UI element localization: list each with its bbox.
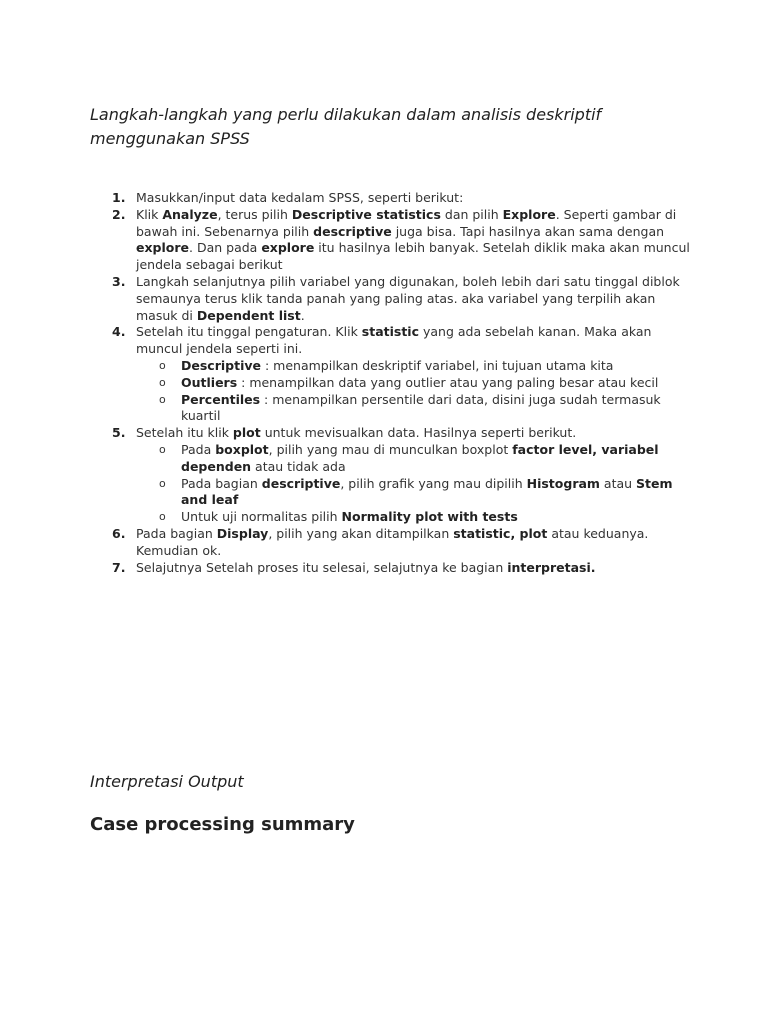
interpretasi-heading: Interpretasi Output (90, 772, 244, 791)
list-item (90, 425, 690, 526)
step-text: Klik (136, 206, 163, 222)
bold-term: statistic, plot (453, 525, 548, 541)
step-text: Setelah itu tinggal pengaturan. Klik (136, 324, 362, 340)
sub-list-item (136, 442, 690, 476)
step-number: 7. (112, 559, 126, 575)
document-title: Langkah-langkah yang perlu dilakukan dalam analisis deskriptif menggunakan SPSS (90, 105, 602, 148)
step-text: Pada bagian (136, 525, 217, 541)
bullet-icon: o (159, 442, 166, 456)
list-item (90, 560, 690, 577)
step-number: 2. (112, 206, 126, 222)
sub-text: Untuk uji normalitas pilih (181, 509, 342, 525)
sub-list-item (136, 358, 690, 375)
bold-term: descriptive (261, 475, 341, 491)
step-text: itu hasilnya lebih banyak. Setelah diklik maka akan muncul jendela sebagai berikut (136, 240, 690, 273)
step-text: yang ada sebelah kanan. Maka akan muncul jendela seperti ini. (136, 324, 652, 357)
list-item (90, 207, 690, 274)
step-number: 3. (112, 273, 126, 289)
step-text: Langkah selanjutnya pilih variabel yang digunakan, boleh lebih dari satu tinggal diblok semaunya terus klik tanda panah yang paling atas. aka variabel yang terpilih akan masuk di (136, 273, 680, 323)
step-text: . (300, 307, 305, 323)
bold-term: Histogram (526, 475, 600, 491)
bold-term: Normality plot with tests (341, 509, 518, 525)
bullet-icon: o (159, 392, 166, 406)
bold-term: plot (232, 425, 261, 441)
bold-term: Explore (502, 206, 556, 222)
sub-list (136, 442, 690, 526)
bold-term: Outliers (181, 374, 238, 390)
sub-list (136, 358, 690, 425)
bold-term: Analyze (162, 206, 218, 222)
list-item (90, 526, 690, 560)
step-number: 4. (112, 324, 126, 340)
bold-term: statistic (361, 324, 420, 340)
bullet-icon: o (159, 375, 166, 389)
list-item (90, 190, 690, 207)
bold-term: Stem and leaf (181, 475, 673, 508)
sub-text: , pilih grafik yang mau dipilih (340, 475, 527, 491)
bullet-icon: o (159, 510, 166, 524)
sub-text: atau (599, 475, 637, 491)
bold-term: explore (136, 240, 190, 256)
sub-list-item (136, 476, 690, 510)
step-number: 1. (112, 190, 126, 205)
step-text: . Seperti gambar di bawah ini. Sebenarnya pilih (136, 206, 677, 239)
sub-text: , pilih yang mau di munculkan boxplot (268, 441, 513, 457)
sub-text: : menampilkan persentile dari data, disini juga sudah termasuk kuartil (181, 391, 661, 424)
bullet-icon: o (159, 476, 166, 490)
bold-term: explore (261, 240, 315, 256)
step-number: 6. (112, 525, 126, 541)
bold-term: Display (216, 525, 269, 541)
sub-text: Pada (181, 441, 216, 457)
step-text: . Dan pada (189, 240, 262, 256)
bold-term: Descriptive (181, 357, 261, 373)
step-number: 5. (112, 425, 126, 441)
sub-text: : menampilkan deskriptif variabel, ini tujuan utama kita (261, 357, 614, 373)
sub-text: Pada bagian (181, 475, 262, 491)
case-processing-heading: Case processing summary (90, 814, 355, 835)
sub-list-item (136, 509, 690, 526)
bold-term: boxplot (215, 441, 269, 457)
step-text: atau keduanya. Kemudian ok. (136, 525, 649, 558)
sub-list-item (136, 392, 690, 426)
step-text: Setelah itu klik (136, 425, 233, 441)
step-text: Masukkan/input data kedalam SPSS, seperti berikut: (136, 190, 464, 205)
step-text: juga bisa. Tapi hasilnya akan sama dengan (391, 223, 665, 239)
bold-term: factor level, variabel dependen (181, 441, 659, 474)
step-text: , terus pilih (217, 206, 292, 222)
bold-term: Percentiles (181, 391, 261, 407)
step-text: dan pilih (440, 206, 503, 222)
bold-term: descriptive (313, 223, 392, 239)
step-text: , pilih yang akan ditampilkan (268, 525, 454, 541)
bullet-icon: o (159, 358, 166, 372)
list-item (90, 274, 690, 324)
bold-term: interpretasi. (507, 559, 596, 575)
list-item (90, 324, 690, 425)
bold-term: Dependent list (196, 307, 301, 323)
steps-list (90, 190, 690, 576)
bold-term: Descriptive statistics (291, 206, 441, 222)
sub-text: atau tidak ada (251, 458, 346, 474)
sub-text: : menampilkan data yang outlier atau yang paling besar atau kecil (237, 374, 659, 390)
step-text: Selajutnya Setelah proses itu selesai, selajutnya ke bagian (136, 559, 508, 575)
step-text: untuk mevisualkan data. Hasilnya seperti berikut. (260, 425, 577, 441)
sub-list-item (136, 375, 690, 392)
